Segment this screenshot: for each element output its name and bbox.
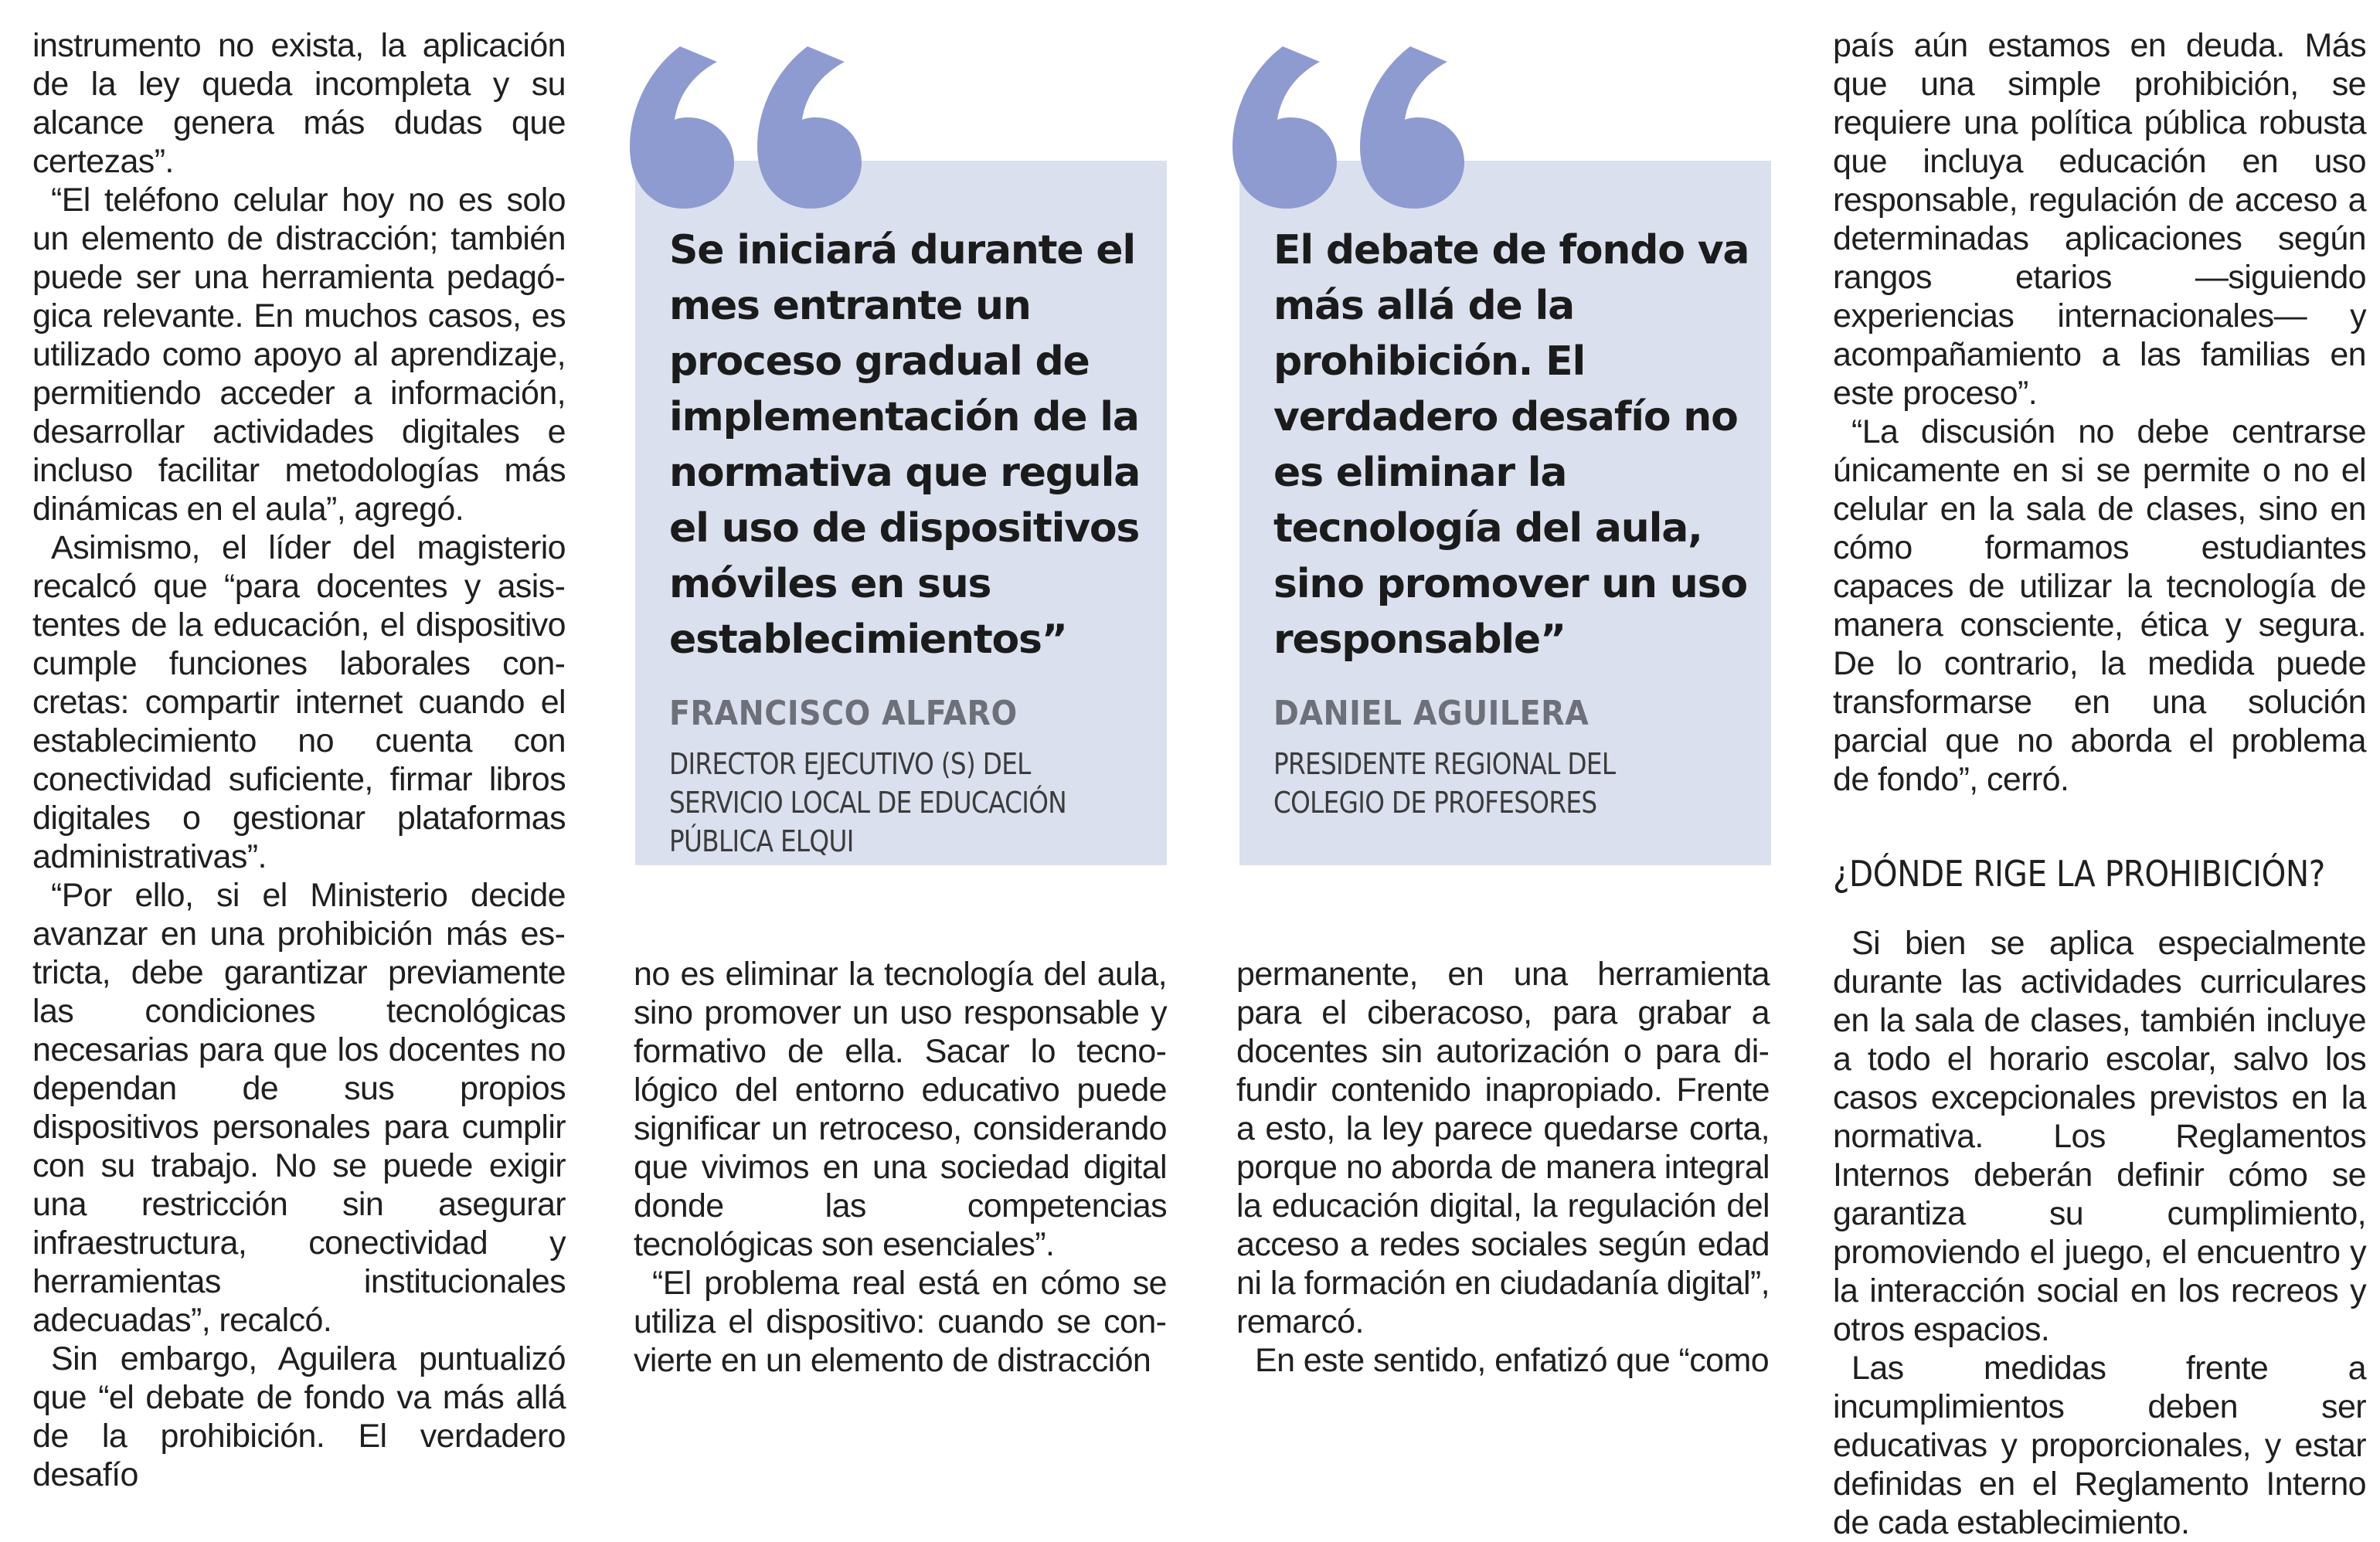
opening-quote-mark-icon bbox=[626, 31, 881, 216]
paragraph: “El problema real está en cómo se utiliza el dispositivo: cuando se convierte en un elemento de distracción bbox=[634, 1265, 1167, 1379]
pull-quote-name: DANIEL AGUILERA bbox=[1273, 694, 1590, 733]
paragraph: no es eliminar la tecnología del aula, sino promover un uso responsable y formativo de ella. Sacar lo tecnológico del entorno educativo puede significar un retroceso, considerando que vivimos en una sociedad digital donde las competencias tecnológicas son esenciales”. bbox=[634, 956, 1167, 1263]
paragraph: En este sentido, enfatizó que “como bbox=[1255, 1342, 1770, 1379]
paragraph: instrumento no exista, la aplicación de la ley queda incompleta y su alcance genera más dudas que certezas”. bbox=[32, 27, 566, 180]
pull-quote-aguilera bbox=[1239, 161, 1771, 865]
section-heading: ¿DÓNDE RIGE LA PROHIBICIÓN? bbox=[1833, 853, 2325, 895]
paragraph: “Por ello, si el Ministerio decide avanzar en una prohibición más estricta, debe garantizar previamente las condiciones tecnológicas necesarias para que los docentes no dependan de sus propios dispositivos personales para cumplir con su trabajo. No se puede exigir una restricción sin asegurar infraestructura, conectividad y herramientas institucionales adecuadas”, recalcó. bbox=[32, 877, 566, 1339]
paragraph: Las medidas frente a incumplimientos deben ser educativas y proporcionales, y estar definidas en el Reglamento Interno de cada establecimiento. bbox=[1833, 1350, 2366, 1541]
pull-quote-role: DIRECTOR EJECUTIVO (S) DEL SERVICIO LOCAL DE EDUCACIÓN PÚBLICA ELQUI bbox=[669, 747, 1066, 858]
pull-quote-alfaro bbox=[635, 161, 1167, 865]
pull-quote-text: El debate de fondo va más allá de la prohibición. El verdadero desafío no es eliminar la tecnología del aula, sino promover un uso responsable” bbox=[1273, 227, 1749, 663]
paragraph: permanente, en una herramienta para el ciberacoso, para grabar a docentes sin autorización o para difundir contenido inapropiado. Frente a esto, la ley parece quedarse corta, porque no aborda de manera integral la educación digital, la regulación del acceso a redes sociales según edad ni la formación en ciudadanía digital”, remarcó. bbox=[1236, 956, 1770, 1340]
paragraph: Asimismo, el líder del magisterio recalcó que “para docentes y asistentes de la educación, el dispositivo cumple funciones laborales concretas: compartir internet cuando el establecimiento no cuenta con conectividad suficiente, firmar libros digitales o gestionar plataformas administrativas”. bbox=[32, 529, 566, 875]
article-column-2 bbox=[634, 955, 1167, 1380]
paragraph: país aún estamos en deuda. Más que una simple prohibición, se requiere una política pública robusta que incluya educación en uso responsable, regulación de acceso a determinadas aplicaciones según rangos etarios —siguiendo experiencias internacionales— y acompañamiento a las familias en este proceso”. bbox=[1833, 27, 2366, 412]
pull-quote-name: FRANCISCO ALFARO bbox=[669, 694, 1018, 733]
opening-quote-mark-icon bbox=[1229, 31, 1484, 216]
paragraph: “La discusión no debe centrarse únicamente en si se permite o no el celular en la sala de clases, sino en cómo formamos estudiantes capaces de utilizar la tecnología de manera consciente, ética y segura. De lo contrario, la medida puede transformarse en una solución parcial que no aborda el problema de fondo”, cerró. bbox=[1833, 413, 2366, 798]
pull-quote-role: PRESIDENTE REGIONAL DEL COLEGIO DE PROFESORES bbox=[1273, 747, 1616, 820]
article-column-4 bbox=[1833, 26, 2366, 1542]
paragraph: “El teléfono celular hoy no es solo un elemento de distracción; también puede ser una herramienta pedagógica relevante. En muchos casos, es utilizado como apoyo al aprendizaje, permitiendo acceder a información, desarrollar actividades digitales e incluso facilitar metodologías más dinámicas en el aula”, agregó. bbox=[32, 182, 566, 528]
article-column-1 bbox=[32, 26, 566, 1494]
paragraph: Si bien se aplica especialmente durante las actividades curriculares en la sala de clases, también incluye a todo el horario escolar, salvo los casos excepcionales previstos en la normativa. Los Reglamentos Internos deberán definir cómo se garantiza su cumplimiento, promoviendo el juego, el encuentro y la interacción social en los recreos y otros espacios. bbox=[1833, 925, 2366, 1348]
pull-quote-text: Se iniciará durante el mes entrante un proceso gradual de implementación de la normativa que regula el uso de dispositivos móviles en sus establecimientos” bbox=[669, 227, 1141, 663]
article-column-3 bbox=[1236, 955, 1770, 1380]
paragraph: Sin embargo, Aguilera puntualizó que “el debate de fondo va más allá de la prohibición. El verdadero desafío bbox=[32, 1340, 566, 1493]
